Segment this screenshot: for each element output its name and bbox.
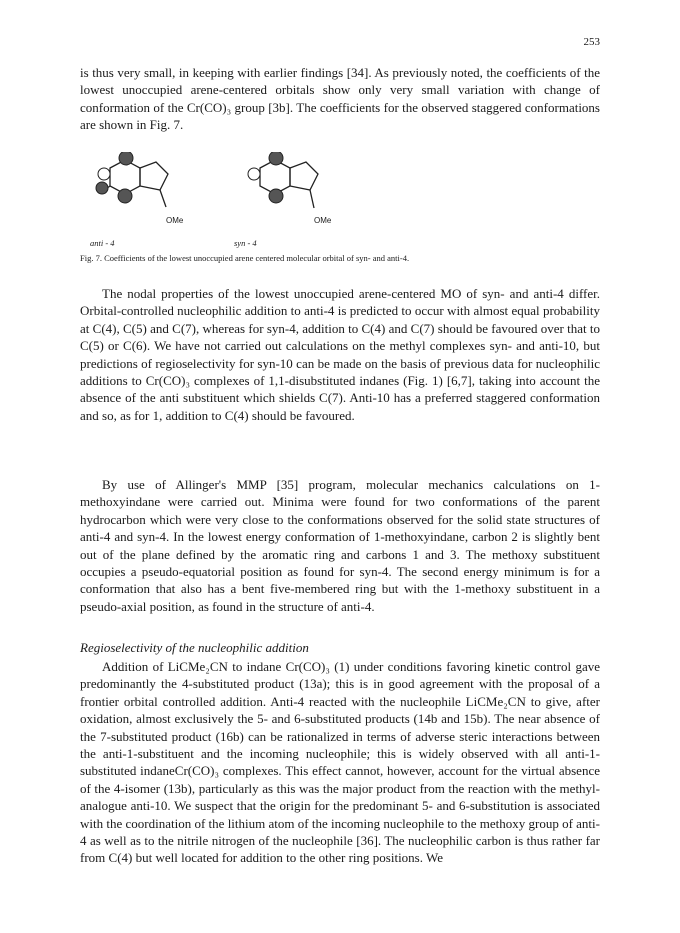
orbital-lobe-c4 <box>269 152 283 165</box>
paragraph-allinger-text: By use of Allinger's MMP [35] program, molecular mechanics calculations on 1-methoxyindane were carried out. Minima were found for two conformations of the parent hydrocarbon which were very close to the conformations observed for the solid state structures of anti-4 and syn-4. In the lowest energy conformation of 1-methoxyindane, carbon 2 is slightly bent out of the plane defined by the aromatic ring and carbons 1 and 3. The methoxy substituent occupies a pseudo-equatorial position as found for syn-4. The second energy minimum is for a conformation that also has a bent five-membered ring but with the 1-methoxy substituent in a pseudo-axial position, as found in the structure of anti-4. <box>80 477 600 614</box>
paragraph-nodal-text: The nodal properties of the lowest unoccupied arene-centered MO of syn- and anti-4 differ. Orbital-controlled nucleophilic addition to anti-4 is predicted to occur with almost equal probability at C(4), C(5) and C(7), whereas for syn-4, addition to C(4) and C(7) should be favoured over that to C(5) or C(6). We have not carried out calculations on the methyl complexes syn- and anti-10, but predictions of regioselectivity for syn-10 can be made on the basis of previous data for nucleophilic additions to Cr(CO)₃ complexes of 1,1-disubstituted indanes (Fig. 1) [6,7], taking into account the absence of the anti substituent which shields C(7). Anti-10 has a preferred staggered conformation and so, as for 1, addition to C(4) should be favoured. <box>80 286 600 423</box>
page-number: 253 <box>583 36 600 48</box>
five-membered-ring <box>290 162 318 190</box>
orbital-lobe-c6 <box>96 182 108 194</box>
orbital-lobe-c5 <box>248 168 260 180</box>
section-heading: Regioselectivity of the nucleophilic addition <box>80 640 309 655</box>
paragraph-regioselectivity <box>80 658 600 867</box>
paragraph-regioselectivity-text: Addition of LiCMe₂CN to indane Cr(CO)₃ (1) under conditions favoring kinetic control gave predominantly the 4-substituted product (13a); this is in good agreement with the proposal of a frontier orbital controlled addition. Anti-4 reacted with the nucleophile LiCMe₂CN to give, after oxidation, almost exclusively the 5- and 6-substituted products (14b and 15b). The near absence of the 7-substituted product (16b) can be rationalized in terms of adverse steric interactions between the anti-1-substituent and the incoming nucleophile; this is widely observed with all anti-1-substituted indaneCr(CO)₃ complexes. This effect cannot, however, account for the virtual absence of the 4-isomer (13b), particularly as this was the major product from the reaction with the methyl-analogue anti-10. We suspect that the origin for the predominant 5- and 6-substitution is associated with the coordination of the lithium atom of the incoming nucleophile to the methoxy group of anti-4 as well as to the nitrile nitrogen of the nucleophile [36]. The nucleophilic carbon is thus rather far from C(4) but well located for addition to the other ring positions. We <box>80 659 600 866</box>
five-membered-ring <box>140 162 168 190</box>
orbital-lobe-c7 <box>269 189 283 203</box>
anti-4-structure <box>80 152 210 232</box>
anti-4-methoxy-label: OMe <box>166 216 184 225</box>
paragraph-allinger <box>80 476 600 615</box>
figure-7 <box>80 152 600 262</box>
paragraph-intro-text: is thus very small, in keeping with earlier findings [34]. As previously noted, the coefficients of the lowest unoccupied arene-centered orbitals show only very small variation with change of conformation of the Cr(CO)₃ group [3b]. The coefficients for the observed staggered conformations are shown in Fig. 7. <box>80 65 600 133</box>
paragraph-intro <box>80 64 600 134</box>
orbital-lobe-c5 <box>98 168 110 180</box>
paragraph-nodal <box>80 285 600 424</box>
orbital-lobe-c4 <box>119 152 133 165</box>
figure-caption: Fig. 7. Coefficients of the lowest unoccupied arene centered molecular orbital of syn- and anti-4. <box>80 253 410 263</box>
label-syn-4: syn - 4 <box>234 238 257 248</box>
label-anti-4: anti - 4 <box>90 238 115 248</box>
orbital-lobe-c7 <box>118 189 132 203</box>
syn-4-methoxy-label: OMe <box>314 216 332 225</box>
syn-4-structure <box>230 152 360 232</box>
